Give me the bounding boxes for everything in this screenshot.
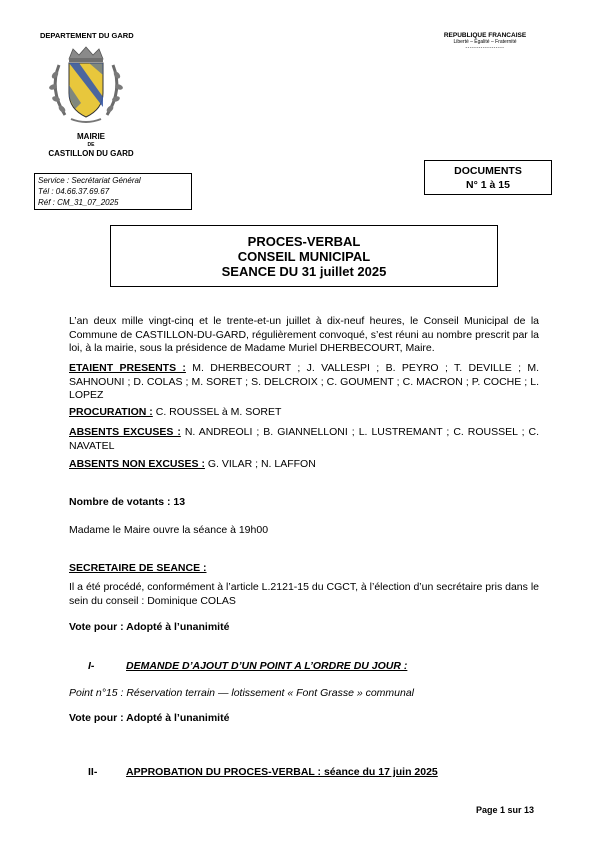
vote-line-1: Vote pour : Adopté à l’unanimité — [69, 621, 230, 633]
presents-text: M. DHERBECOURT ; J. VALLESPI ; B. PEYRO ; T. DEVILLE ; M. SAHNOUNI ; D. COLAS ; M. SORET ; S. DELCROIX ; C. GOUMENT ; C. MACRON ; P. COCHE ; L. LOPEZ — [69, 362, 539, 401]
section2-title-text: APPROBATION DU PROCES-VERBAL : séance du 17 juin 2025 — [126, 766, 438, 778]
title-line3: SEANCE DU 31 juillet 2025 — [221, 264, 387, 279]
vote-line-2: Vote pour : Adopté à l’unanimité — [69, 712, 230, 724]
devise-rule: ------------------ — [465, 45, 505, 51]
presents-label: ETAIENT PRESENTS : — [69, 362, 186, 374]
excuses-text: N. ANDREOLI ; B. GIANNELLONI ; L. LUSTREMANT ; C. ROUSSEL ; C. NAVATEL — [69, 426, 539, 452]
title-box — [110, 225, 498, 287]
non-excuses-paragraph — [69, 458, 539, 472]
mairie-line1: MAIRIE — [77, 132, 105, 141]
procuration-label: PROCURATION : — [69, 406, 153, 418]
section2-title — [126, 766, 546, 780]
service-line: Service : Secrétariat Général — [38, 176, 141, 185]
ouverture-line: Madame le Maire ouvre la séance à 19h00 — [69, 524, 269, 536]
documents-line2: N° 1 à 15 — [466, 179, 510, 191]
republique-block — [430, 32, 540, 51]
non-excuses-text: G. VILAR ; N. LAFFON — [204, 458, 316, 470]
procuration-paragraph — [69, 406, 539, 420]
secretaire-paragraph: Il a été procédé, conformément à l’article L.2121-15 du CGCT, à l’élection d’un secrétaire pris dans le sein du conseil : Dominique COLAS — [69, 581, 539, 607]
page-number: Page 1 sur 13 — [476, 805, 535, 815]
devise-label: Liberté – Egalité – Fraternité — [453, 39, 517, 45]
section2-number: II- — [88, 766, 98, 778]
secretaire-heading: SECRETAIRE DE SEANCE : — [69, 562, 207, 574]
republique-label: REPUBLIQUE FRANCAISE — [443, 32, 527, 39]
mairie-line2: DE — [87, 142, 95, 148]
votants-line: Nombre de votants : 13 — [69, 496, 186, 508]
point15-line: Point n°15 : Réservation terrain — lotissement « Font Grasse » communal — [69, 687, 415, 699]
excuses-label: ABSENTS EXCUSES : — [69, 426, 181, 438]
excuses-paragraph — [69, 426, 539, 453]
section1-number: I- — [88, 660, 95, 672]
departement-label: DEPARTEMENT DU GARD — [40, 31, 134, 40]
mairie-line3: CASTILLON DU GARD — [48, 149, 134, 158]
ref-line: Réf : CM_31_07_2025 — [38, 198, 119, 207]
presents-paragraph — [69, 362, 539, 403]
title-line2: CONSEIL MUNICIPAL — [237, 249, 371, 264]
procuration-text: C. ROUSSEL à M. SORET — [152, 406, 282, 418]
tel-line: Tél : 04.66.37.69.67 — [38, 187, 110, 196]
intro-paragraph: L’an deux mille vingt-cinq et le trente-et-un juillet à dix-neuf heures, le Conseil Municipal de la Commune de CASTILLON-DU-GARD, régulièrement convoqué, s’est réuni au nombre prescrit par la loi, à la mairie, sous la présidence de Madame Muriel DHERBECOURT, Maire. — [69, 315, 539, 354]
documents-box — [424, 160, 552, 195]
section1-title: DEMANDE D’AJOUT D’UN POINT A L’ORDRE DU JOUR : — [126, 660, 408, 672]
non-excuses-label: ABSENTS NON EXCUSES : — [69, 458, 205, 470]
coat-of-arms-logo — [45, 45, 127, 127]
documents-line1: DOCUMENTS — [454, 165, 522, 177]
title-line1: PROCES-VERBAL — [247, 234, 361, 249]
service-box — [34, 173, 192, 210]
mairie-block — [30, 132, 152, 158]
